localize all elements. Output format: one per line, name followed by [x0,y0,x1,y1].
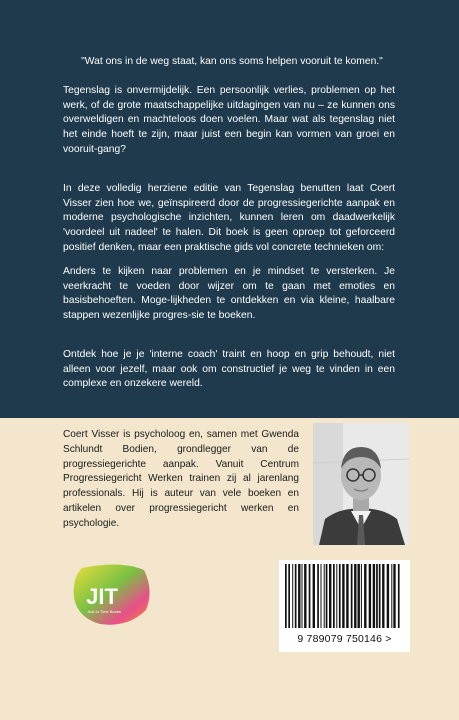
tagline-quote: "Wat ons in de weg staat, kan ons soms helpen vooruit te komen." [81,56,383,67]
barcode-bar [321,564,322,628]
barcode-bar [361,564,362,628]
barcode-bar [317,564,319,628]
blurb-paragraph-1: Tegenslag is onvermijdelijk. Een persoonlijk verlies, problemen op het werk, of de grote maatschappelijke uitdagingen van nu – ze kunnen ons overweldigen en machteloos doen voelen. Maar wat als tegenslag niet het einde hoeft te zijn, maar juist een begin kan vormen van groei en vooruit-gang? [63,85,395,155]
barcode-bar [336,564,337,628]
author-photo [313,423,409,545]
blurb-paragraph-4: Ontdek hoe je je 'interne coach' traint en hoop en grip behoudt, niet alleen voor jezelf, maar ook om constructief je weg te vinden in een complexe en onzekere wereld. [63,349,395,390]
barcode-bar [324,564,325,628]
publisher-logo-mark: JIT [86,584,118,609]
barcode-bar [398,564,400,628]
barcode-bar [309,564,311,628]
blurb-paragraph-3: Anders te kijken naar problemen en je mindset te versterken. Je veerkracht te voeden door wijzer om te gaan met emoties en basisbehoeften. Moge-lijkheden te ontdekken en via kleine, haalbare stappen wezenlijke progres-sie te boeken. [63,266,395,322]
barcode-bar [373,564,375,628]
barcode-bar [369,564,371,628]
author-portrait-illustration [313,423,409,545]
barcode-bar [358,564,360,628]
isbn-barcode [279,560,410,652]
publisher-logo [70,560,156,630]
barcode-bar [313,564,315,628]
barcode-bar [298,564,300,628]
barcode-bar [364,564,366,628]
barcode-bar [288,564,290,628]
barcode-bar [379,564,381,628]
isbn-number: 9 789079 750146 > [297,633,392,645]
barcode-bar [333,564,335,628]
author-bio: Coert Visser is psycholoog en, samen met Gwenda Schlundt Bodien, grondlegger van de progressiegerichte aanpak. Vanuit Centrum Progressiegericht Werken trainen zij al jarenlang professionals. Hij is auteur van vele boeken en artikelen over progressiegericht werken en psychologie. [63,429,299,529]
barcode-bar [302,564,303,628]
barcode-bar [354,564,356,628]
barcode-bar [376,564,378,628]
barcode-bar [393,564,395,628]
barcode-bar [304,564,306,628]
barcode-bar [329,564,331,628]
barcode-bar [339,564,341,628]
barcode-bar [285,564,287,628]
publisher-logo-tagline: Just In Time Books [87,609,121,614]
barcode-bar [292,564,293,628]
barcode-bar [391,564,392,628]
barcode-bar [342,564,344,628]
blurb-paragraph-2: In deze volledig herziene editie van Tegenslag benutten laat Coert Visser zien hoe we, geïnspireerd door de progressiegerichte aanpak en moderne psychologische inzichten, kunnen leren om daadwerkelijk 'voordeel uit nadeel' te halen. Dit boek is geen oproep tot geforceerd positief denken, maar een praktische gids vol concrete technieken om: [63,183,395,253]
barcode-bar [326,564,328,628]
barcode-bars [279,560,410,630]
barcode-bar [346,564,348,628]
barcode-bar [295,564,297,628]
barcode-bar [382,564,384,628]
barcode-bar [351,564,353,628]
barcode-bar [387,564,389,628]
